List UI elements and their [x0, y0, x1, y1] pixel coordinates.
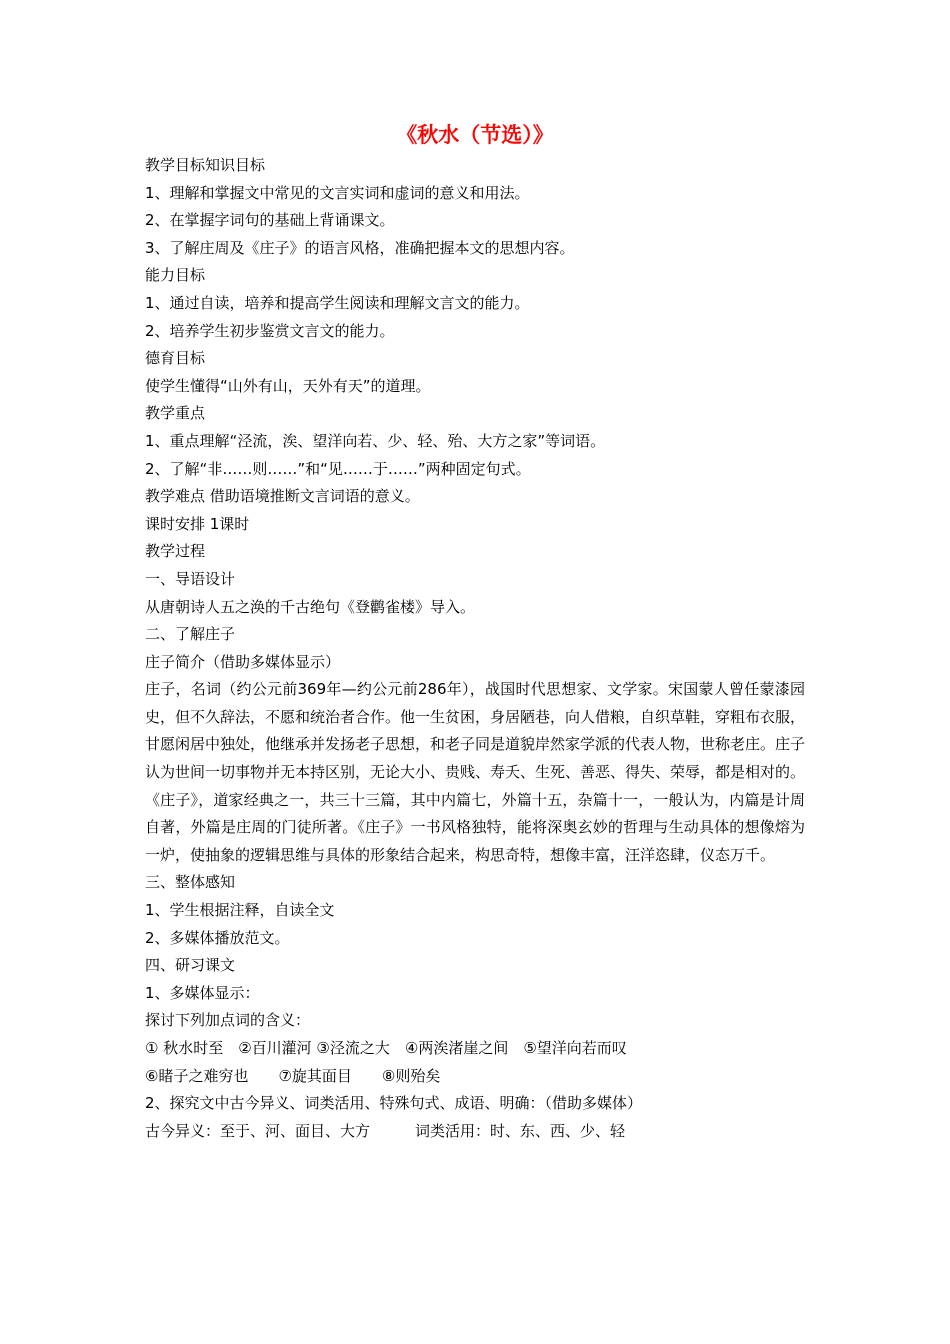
text-line: 从唐朝诗人五之涣的千古绝句《登鹳雀楼》导入。 [145, 597, 476, 616]
text-line: ① 秋水时至 ②百川灌河 ③泾流之大 ④两涘渚崖之间 ⑤望洋向若而叹 [145, 1039, 627, 1057]
heading-objectives: 教学目标知识目标 [145, 156, 266, 174]
heading-process: 教学过程 [145, 542, 206, 561]
document-title: 《秋水（节选）》 [396, 123, 554, 147]
text-line: 1、多媒体显示： [145, 983, 260, 1002]
text-line: 3、了解庄周及《庄子》的语言风格，准确把握本文的思想内容。 [145, 238, 575, 257]
section-heading: 一、导语设计 [145, 569, 236, 588]
text-line: 2、培养学生初步鉴赏文言文的能力。 [145, 321, 395, 340]
paragraph-zhuangzi-intro: 庄子，名词（约公元前369年—约公元前286年），战国时代思想家、文学家。宋国蒙人曾任蒙漆园史，但不久辞法，不愿和统治者合作。他一生贫困，身居陋巷，向人借粮，自织草鞋，穿粗布衣服，甘愿闲居中独处，他继承并发扬老子思想，和老子同是道貌岸然家学派的代表人物，世称老庄。庄子认为世间一切事物并无本持区别，无论大小、贵贱、寿夭、生死、善恶、得失、荣辱，都是相对的。 [145, 680, 806, 782]
text-line: 课时安排 1课时 [145, 514, 250, 533]
text-line: 庄子简介（借助多媒体显示） [145, 652, 341, 671]
text-line: 2、探究文中古今异义、词类活用、特殊句式、成语、明确：（借助多媒体） [145, 1094, 643, 1113]
text-line: 1、学生根据注释，自读全文 [145, 901, 335, 920]
section-heading: 三、整体感知 [145, 873, 236, 892]
heading-moral: 德育目标 [145, 349, 206, 368]
text-line: 1、通过自读，培养和提高学生阅读和理解文言文的能力。 [145, 293, 530, 312]
text-line: 2、了解“非……则……”和“见……于……”两种固定句式。 [145, 459, 531, 478]
text-line: 探讨下列加点词的含义： [145, 1011, 311, 1030]
text-line: 2、在掌握字词句的基础上背诵课文。 [145, 211, 395, 230]
text-line: 1、重点理解“泾流，涘、望洋向若、少、轻、殆、大方之家”等词语。 [145, 431, 606, 450]
heading-ability: 能力目标 [145, 266, 206, 285]
heading-key-points: 教学重点 [145, 404, 206, 423]
section-heading: 四、研习课文 [145, 956, 236, 975]
heading-difficulty: 教学难点 借助语境推断文言词语的意义。 [145, 487, 420, 506]
document-body [145, 152, 805, 1145]
text-line: 2、多媒体播放范文。 [145, 928, 290, 947]
text-line: 1、理解和掌握文中常见的文言实词和虚词的意义和用法。 [145, 183, 530, 202]
paragraph-zhuangzi-book: 《庄子》，道家经典之一，共三十三篇，其中内篇七，外篇十五，杂篇十一，一般认为，内篇是计周自著，外篇是庄周的门徒所著。《庄子》一书风格独特，能将深奥玄妙的哲理与生动具体的想像熔为一炉，使抽象的逻辑思维与具体的形象结合起来，构思奇特，想像丰富，汪洋恣肆，仪态万千。 [145, 790, 805, 864]
text-line: 使学生懂得“山外有山，天外有天”的道理。 [145, 376, 431, 395]
section-heading: 二、了解庄子 [145, 625, 236, 644]
text-line: ⑥睹子之难穷也 ⑦旋其面目 ⑧则殆矣 [145, 1066, 441, 1085]
text-line: 古今异义：至于、河、面目、大方 词类活用：时、东、西、少、轻 [145, 1121, 626, 1140]
